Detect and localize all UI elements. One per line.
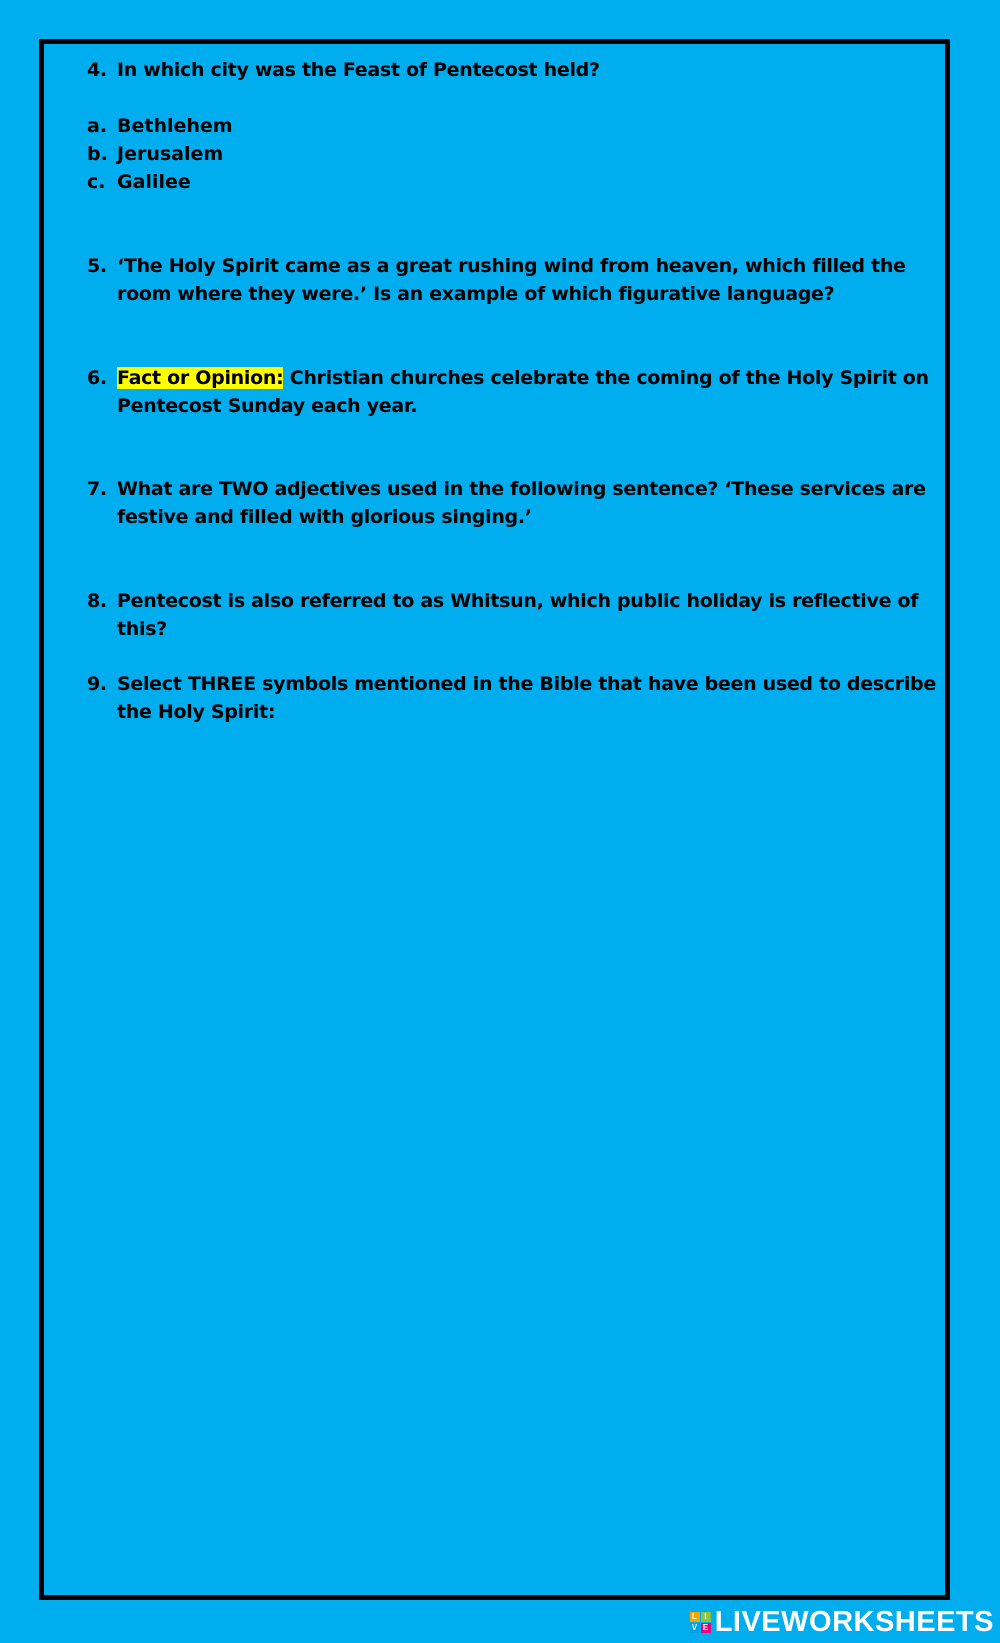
- question-5: [87, 252, 947, 308]
- option-c: [87, 168, 191, 196]
- question-number: 5.: [87, 255, 107, 277]
- option-b: [87, 140, 223, 168]
- logo-letter: I: [701, 1612, 711, 1622]
- question-6: [87, 364, 947, 420]
- question-9: [87, 670, 947, 726]
- option-letter: c.: [87, 171, 106, 193]
- question-text: Christian churches celebrate the coming of the Holy Spirit on Pentecost Sunday each year.: [117, 367, 929, 417]
- question-number: 9.: [87, 673, 107, 695]
- question-number: 7.: [87, 478, 107, 500]
- question-text: In which city was the Feast of Pentecost held?: [117, 59, 600, 81]
- option-a: [87, 112, 233, 140]
- question-7: [87, 475, 947, 531]
- question-number: 4.: [87, 59, 107, 81]
- question-4: [87, 56, 947, 84]
- logo-letter: V: [690, 1623, 700, 1633]
- question-8: [87, 587, 947, 643]
- liveworksheets-logo-icon: [690, 1612, 711, 1633]
- option-text: Jerusalem: [117, 143, 224, 165]
- question-text: Select THREE symbols mentioned in the Bible that have been used to describe the Holy Spirit:: [117, 673, 936, 723]
- brand-text: LIVEWORKSHEETS: [714, 1606, 994, 1638]
- logo-letter: L: [690, 1612, 700, 1622]
- liveworksheets-branding: [690, 1606, 994, 1639]
- question-text: What are TWO adjectives used in the following sentence? ‘These services are festive and filled with glorious singing.’: [117, 478, 926, 528]
- question-text: ‘The Holy Spirit came as a great rushing wind from heaven, which filled the room where they were.’ Is an example of which figurative language?: [117, 255, 906, 305]
- option-letter: b.: [87, 143, 108, 165]
- question-text-wrapper: [117, 364, 947, 420]
- question-number: 8.: [87, 590, 107, 612]
- option-text: Bethlehem: [117, 115, 233, 137]
- question-number: 6.: [87, 367, 107, 389]
- fact-or-opinion-highlight: Fact or Opinion:: [117, 367, 284, 389]
- logo-letter: E: [701, 1623, 711, 1633]
- option-letter: a.: [87, 115, 108, 137]
- option-text: Galilee: [117, 171, 191, 193]
- question-text: Pentecost is also referred to as Whitsun, which public holiday is reflective of this?: [117, 590, 919, 640]
